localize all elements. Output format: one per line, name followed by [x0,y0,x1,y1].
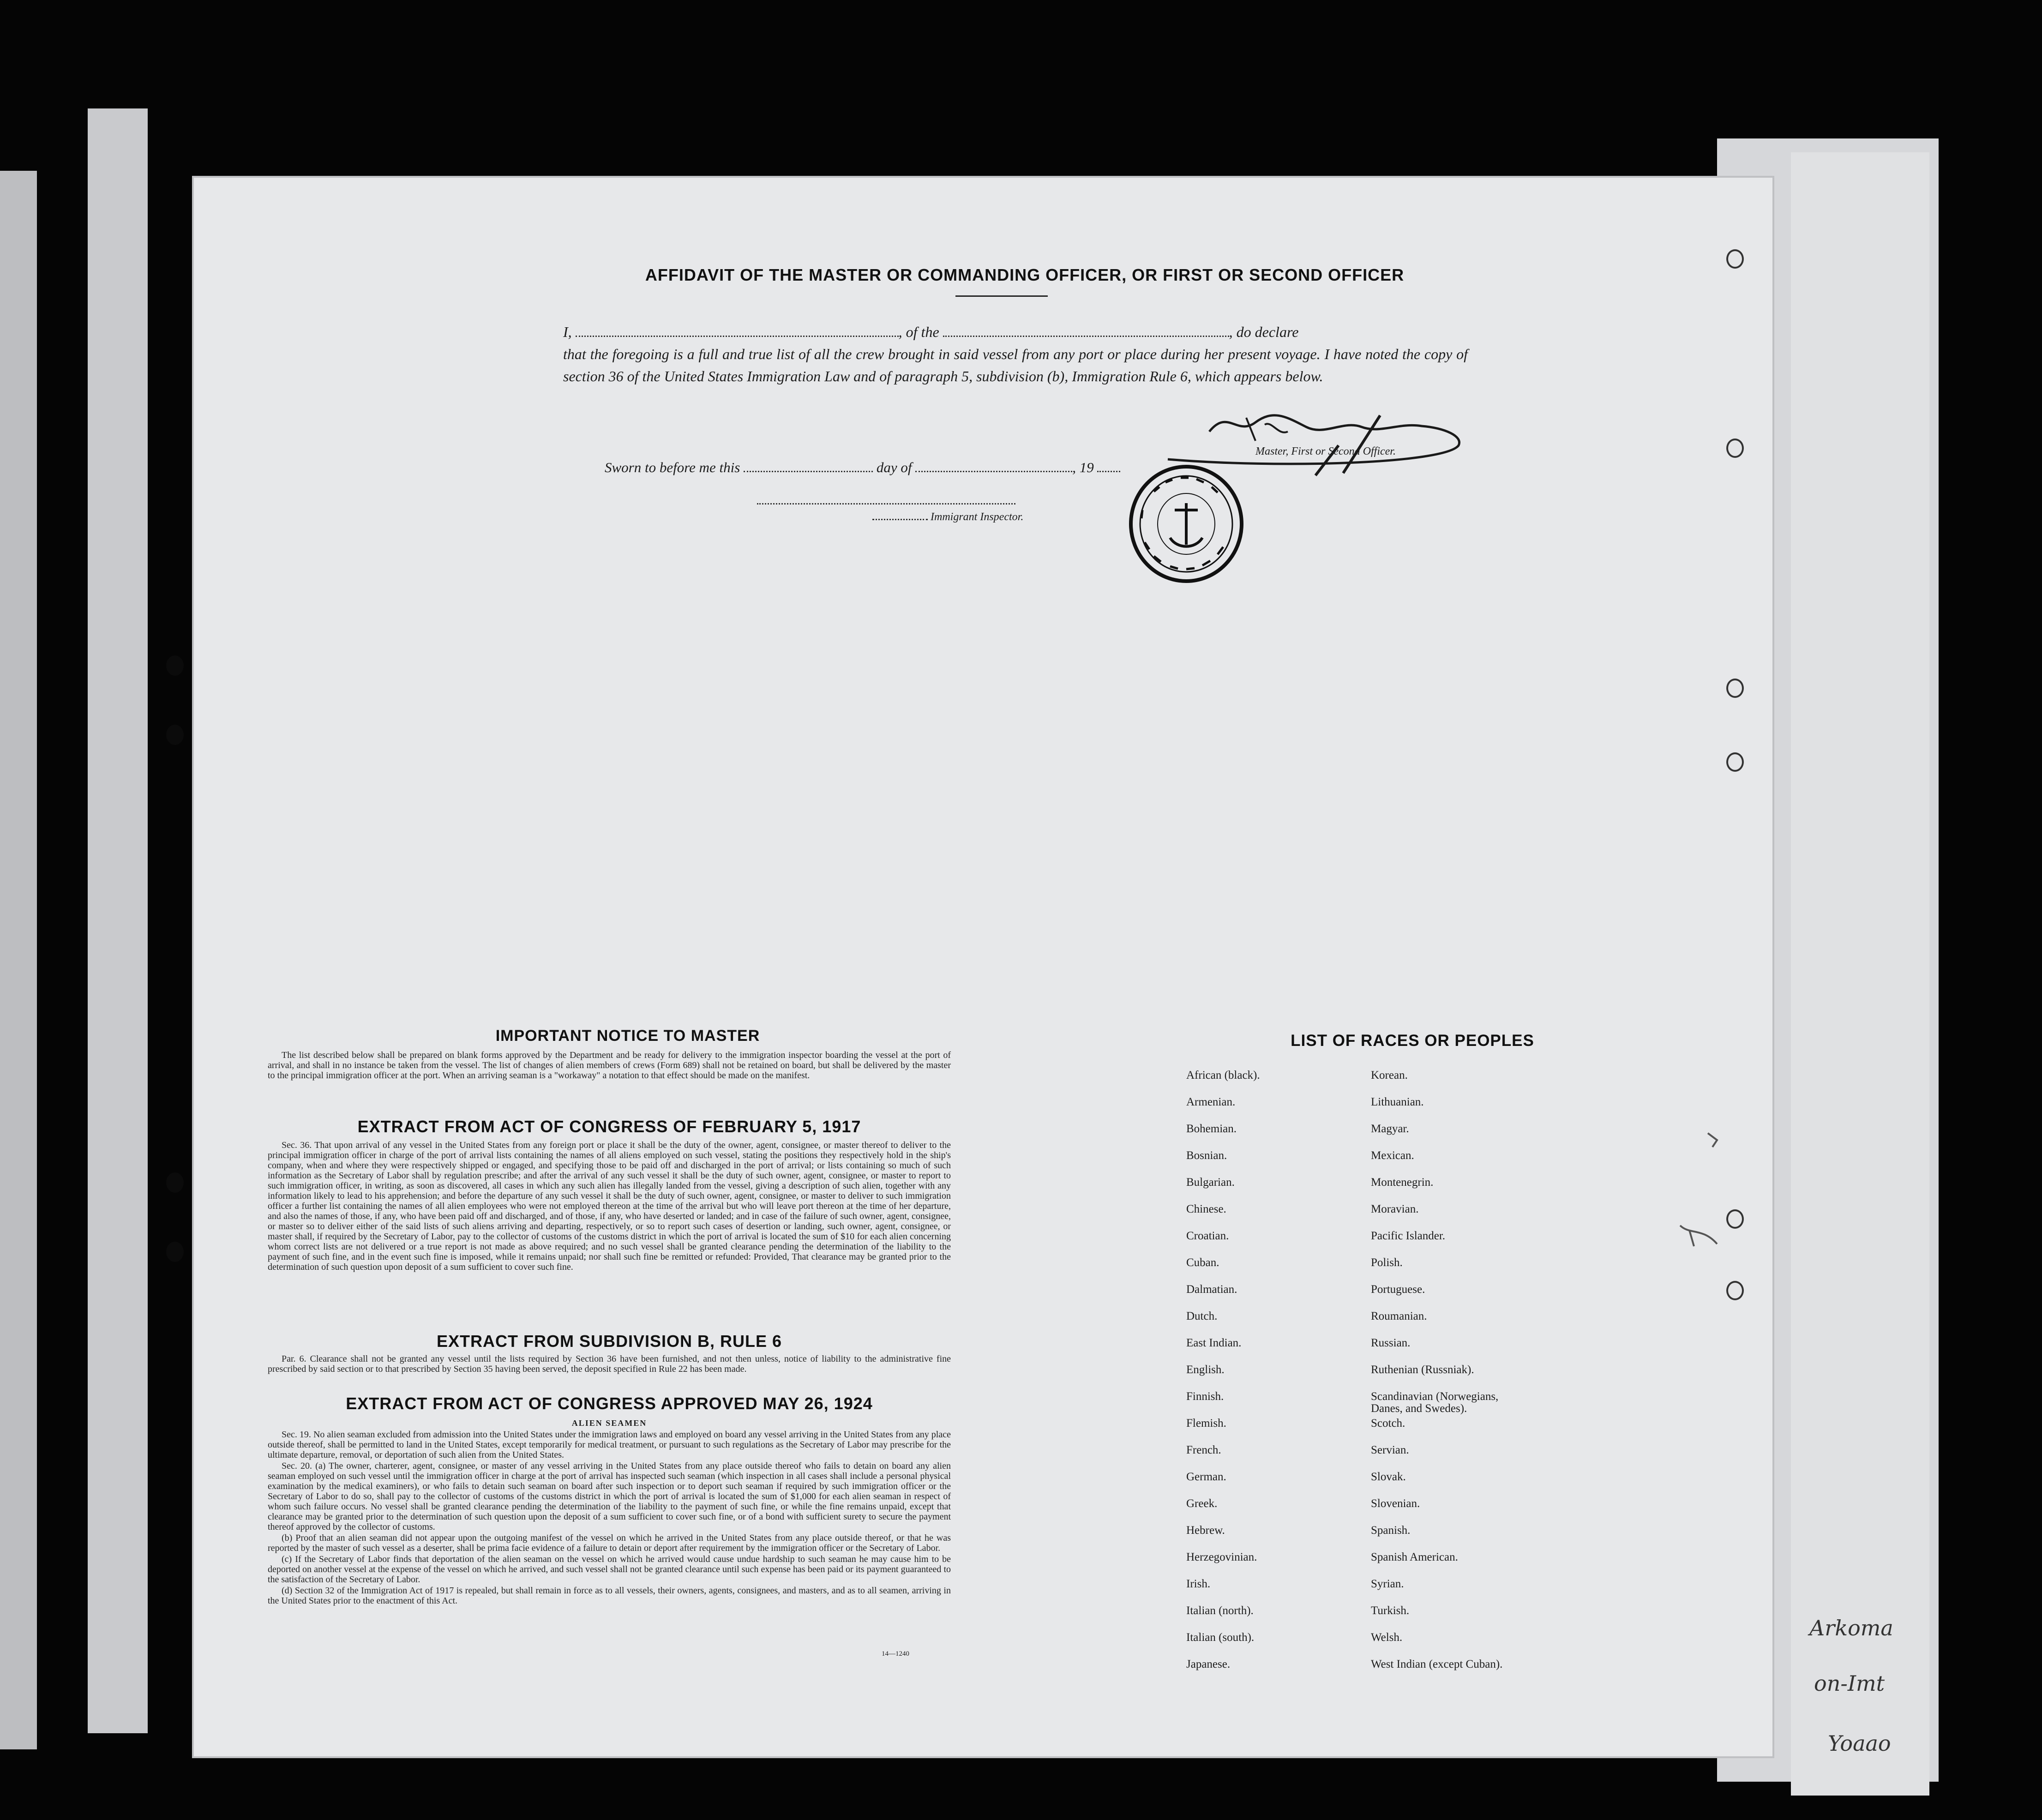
race-item: Scandinavian (Norwegians, Danes, and Swedes). [1371,1390,1499,1415]
punch-hole [1726,1209,1744,1229]
affidavit-statement: that the foregoing is a full and true list of all the crew brought in said vessel from any port or place during her present voyage. I have noted the copy of section 36 of the United States Immigration Law and of paragraph 5, subdivision (b), Immigration Rule 6, which appears below. [563,346,1468,384]
punch-hole [1726,679,1744,698]
pencil-marks [1662,1129,1726,1276]
race-item: Greek. [1186,1497,1218,1510]
notice-body [268,1050,951,1081]
race-item: Montenegrin. [1371,1176,1434,1189]
inspector-caption-text: Immigrant Inspector. [931,511,1024,523]
punch-hole [1726,438,1744,458]
race-item: French. [1186,1444,1221,1456]
extract-1924-heading: EXTRACT FROM ACT OF CONGRESS APPROVED MAY 26, 1924 [346,1394,873,1413]
punch-hole [1726,752,1744,772]
race-item: Scotch. [1371,1417,1405,1430]
margin-note-1: Arkoma [1809,1616,1893,1640]
notice-heading: IMPORTANT NOTICE TO MASTER [495,1027,760,1045]
affidavit-i: I, [563,324,572,340]
section-20a-paragraph: Sec. 20. (a) The owner, charterer, agent, consignee, or master of any vessel arriving in the United States from any place outside thereof who fails to detain on board any alien seaman employed on such vessel until the immigration officer in charge at the port of arrival has inspected such seaman (which inspection in all cases shall include a personal physical examination by the medical examiners), or who fails to detain such seaman on board after such inspection or to deport such seaman if required by such immigration officer or the Secretary of Labor to do so, shall pay to the collector of customs of the customs district in which the port of arrival is located the sum of $1,000 for each alien seaman in respect of whom such failure occurs. No vessel shall be granted clearance pending the determination of the liability to the payment of such fine, or while the fine remains unpaid, except that clearance may be granted prior to the determination of such question upon the deposit of a sum sufficient to cover such fine, or of a bond with sufficient surety to secure the payment thereof approved by the collector of customs. [268,1461,951,1532]
race-item: African (black). [1186,1069,1260,1081]
punch-hole [166,725,184,745]
sworn-day-field[interactable] [744,471,873,472]
margin-note-3: Yoaao [1828,1731,1891,1756]
race-item: East Indian. [1186,1337,1242,1349]
race-item: Korean. [1371,1069,1408,1081]
race-item: Roumanian. [1371,1310,1427,1322]
race-item: Italian (north). [1186,1604,1254,1617]
form-number: 14—1240 [882,1650,909,1658]
race-item: Croatian. [1186,1230,1229,1242]
manifest-page [194,178,1772,1756]
alien-seamen-subheading: ALIEN SEAMEN [571,1418,647,1428]
extract-rule6-body [268,1354,951,1375]
day-of-text: day of [876,459,912,475]
race-item: Cuban. [1186,1256,1219,1269]
race-item: Armenian. [1186,1096,1236,1108]
extract-1924-body [268,1430,951,1607]
affidavit-body [563,321,1468,387]
race-item: Bohemian. [1186,1123,1237,1135]
race-item: Moravian. [1371,1203,1419,1215]
sworn-line [605,459,1120,476]
extract-rule6-heading: EXTRACT FROM SUBDIVISION B, RULE 6 [436,1332,782,1351]
race-item: Italian (south). [1186,1631,1255,1644]
race-item: Welsh. [1371,1631,1403,1644]
punch-hole [166,655,184,676]
extract-1917-heading: EXTRACT FROM ACT OF CONGRESS OF FEBRUARY 5, 1917 [357,1117,861,1136]
race-item: West Indian (except Cuban). [1371,1658,1503,1670]
sworn-month-field[interactable] [915,471,1072,472]
race-item: Magyar. [1371,1123,1409,1135]
race-item: Polish. [1371,1256,1403,1269]
section-20c-paragraph: (c) If the Secretary of Labor finds that deportation of the alien seaman on the vessel on which he arrived would cause undue hardship to such seaman he may cause him to be deported on another vessel at the expense of the vessel on which he arrived, and such vessel shall not be granted clearance until such expense has been paid or its payment guaranteed to the satisfaction of the Secretary of Labor. [268,1554,951,1585]
year-prefix: , 19 [1072,459,1094,475]
paragraph-6: Par. 6. Clearance shall not be granted any vessel until the lists required by Section 36 have been furnished, and not then unless, notice of liability to the administrative fine prescribed by said section or to that prescribed by Section 35 having been served, the deposit specified in Rule 22 has been made. [268,1354,951,1374]
race-item: Servian. [1371,1444,1409,1456]
sworn-text: Sworn to before me this [605,459,740,475]
notice-paragraph: The list described below shall be prepared on blank forms approved by the Department and be ready for delivery to the immigration inspector boarding the vessel at the port of arrival, and shall in no instance be taken from the vessel. The list of changes of alien members of crews (Form 689) shall not be retained on board, but shall be delivered by the master to the principal immigration officer at the port. When an arriving seaman is a "workaway" a notation to that effect should be made on the manifest. [268,1050,951,1081]
title-rule [955,295,1048,297]
race-item: Bulgarian. [1186,1176,1235,1189]
race-item: Pacific Islander. [1371,1230,1446,1242]
race-item: Spanish. [1371,1524,1411,1537]
margin-note-2: on-Imt [1814,1671,1885,1696]
race-item: Flemish. [1186,1417,1226,1430]
background-sheet-right-outer [1791,152,1929,1796]
section-36-paragraph: Sec. 36. That upon arrival of any vessel in the United States from any foreign port or place it shall be the duty of the owner, agent, consignee, or master thereof to deliver to the principal immigration officer in charge of the port of arrival lists containing the names of all aliens employed on such vessel, stating the positions they respectively hold in the ship's company, when and where they were respectively shipped or engaged, and specifying those to be paid off and discharged in the port of arrival; or lists containing so much of such information as the Secretary of Labor shall by regulation prescribe; and after the arrival of any such vessel it shall be the duty of such owner, agent, consignee, or master to report to such immigration officer, in writing, as soon as discovered, all cases in which any such alien has illegally landed from the vessel, giving a description of such alien, together with any information likely to lead to his apprehension; and before the departure of any such vessel it shall be the duty of such owner, agent, consignee, or master to deliver to such immigration officer a further list containing the names of all alien employees who were not employed thereon at the time of the arrival but who will leave port thereon at the time of her departure, and also the names of those, if any, who have been paid off and discharged, and of those, if any, who have deserted or landed; and in case of the failure of such owner, agent, consignee, or master so to deliver either of the said lists of such aliens arriving and departing, respectively, or so to report such cases of desertion or landing, such owner, agent, consignee, or master shall, if required by the Secretary of Labor, pay to the collector of customs of the customs district in which the port of arrival is located the sum of $10 for each alien concerning whom correct lists are not delivered or a true report is not made as above required; and no such vessel shall be granted clearance pending the determination of the liability to the payment of such fine, and in the event such fine is imposed, while it remains unpaid; nor shall such fine be remitted or refunded: Provided, That clearance may be granted prior to the determination of such question upon deposit of a sum sufficient to cover such fine. [268,1140,951,1272]
inspector-caption [872,511,1023,523]
races-heading: LIST OF RACES OR PEOPLES [1291,1032,1534,1050]
race-item: Portuguese. [1371,1283,1425,1296]
race-item: Syrian. [1371,1578,1404,1590]
punch-hole [166,1172,184,1193]
race-item: Dalmatian. [1186,1283,1237,1296]
master-name-field[interactable] [576,336,899,337]
race-item: Herzegovinian. [1186,1551,1257,1563]
affidavit-title: AFFIDAVIT OF THE MASTER OR COMMANDING OFFICER, OR FIRST OR SECOND OFFICER [645,265,1405,284]
race-item: Irish. [1186,1578,1211,1590]
ship-seal-stamp [1126,464,1246,584]
race-item: Turkish. [1371,1604,1410,1617]
sworn-year-field[interactable] [1097,471,1120,472]
race-item: Russian. [1371,1337,1411,1349]
race-item: Japanese. [1186,1658,1231,1670]
section-20d-paragraph: (d) Section 32 of the Immigration Act of 1917 is repealed, but shall remain in force as to all vessels, their owners, agents, consignees, and masters, and as to all seamen, arriving in the United States prior to the enactment of this Act. [268,1586,951,1606]
affidavit-declare: , do declare [1229,324,1299,340]
extract-1917-body [268,1140,951,1273]
inspector-signature-field[interactable] [757,503,1015,505]
race-item: Chinese. [1186,1203,1226,1215]
race-item: Dutch. [1186,1310,1218,1322]
race-item: Spanish American. [1371,1551,1458,1563]
vessel-name-field[interactable] [943,336,1229,337]
race-item: Slovak. [1371,1471,1406,1483]
punch-hole [1726,249,1744,269]
background-sheet-left-inner [88,108,148,1733]
background-sheet-left [0,171,37,1749]
race-item: Lithuanian. [1371,1096,1424,1108]
inspector-lead-dots [872,519,928,520]
race-item: Finnish. [1186,1390,1224,1403]
race-item: German. [1186,1471,1226,1483]
race-item: Slovenian. [1371,1497,1420,1510]
punch-hole [1726,1281,1744,1300]
section-20b-paragraph: (b) Proof that an alien seaman did not appear upon the outgoing manifest of the vessel on which he arrived in the United States from any place outside thereof, or that he was reported by the master of such vessel as a deserter, shall be prima facie evidence of a failure to detain or deport after requirement by the immigration officer or the Secretary of Labor. [268,1533,951,1553]
punch-hole [166,1242,184,1262]
section-19-paragraph: Sec. 19. No alien seaman excluded from admission into the United States under the immigration laws and employed on board any vessel arriving in the United States from any place outside thereof, shall be permitted to land in the United States, except temporarily for medical treatment, or pursuant to such regulations as the Secretary of Labor may prescribe for the ultimate departure, removal, or deportation of such alien from the United States. [268,1430,951,1460]
signature-caption: Master, First or Second Officer. [1255,445,1396,457]
race-item: Ruthenian (Russniak). [1371,1363,1474,1376]
race-item: Mexican. [1371,1149,1414,1162]
race-item: Hebrew. [1186,1524,1225,1537]
race-item: Bosnian. [1186,1149,1227,1162]
affidavit-of-the: , of the [898,324,939,340]
race-item: English. [1186,1363,1225,1376]
